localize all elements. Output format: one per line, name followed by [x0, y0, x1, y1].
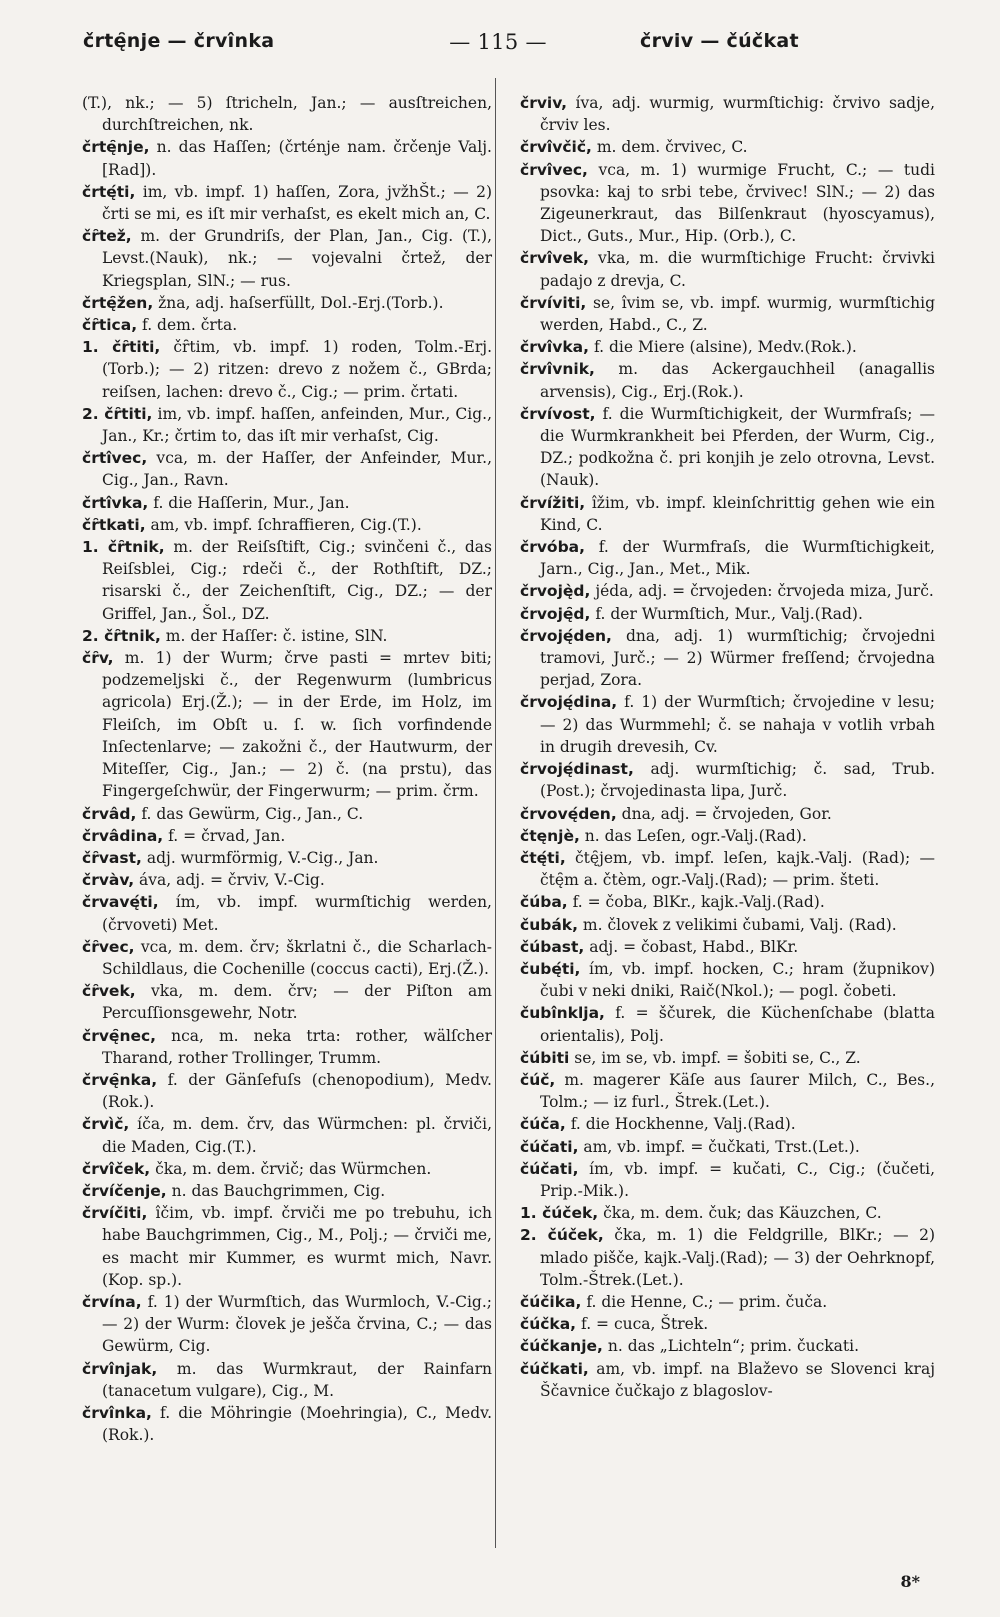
definition-text: m. 1) der Wurm; črve pasti = mrtev biti; podzemeljski č., der Regenwurm (lumbricus agricola) Erj.(Ž.); — in der Erde, im Holz, im Fleiſch, im Obſt u. ſ. w. ſich vorfindende Inſectenlarve; — zakožni č., der Hautwurm, der Miteſſer, Cig., Jan.; — 2) č. (na prstu), das Fingergeſchwür, der Fingerwurm; — prim. črm.: [102, 649, 492, 801]
headword: 2. čȓtiti,: [82, 404, 153, 423]
dictionary-entry: [82, 1202, 492, 1291]
running-head-right: črviv — čúčkat: [640, 30, 799, 52]
headword: čȓvast,: [82, 848, 142, 867]
headword: črvíčenje,: [82, 1181, 167, 1200]
dictionary-entry: [520, 603, 935, 625]
definition-text: îžim, vb. impf. kleinſchrittig gehen wie ein Kind, C.: [540, 493, 935, 534]
dictionary-entry: [82, 1158, 492, 1180]
headword: čúčka,: [520, 1315, 577, 1334]
running-head-left: črtę̑nje — črvînka: [83, 30, 275, 52]
definition-text: nca, m. neka trta: rother, wälſcher Tharand, rother Trollinger, Trumm.: [102, 1026, 492, 1067]
headword: črvàv,: [82, 871, 135, 890]
left-column: [82, 92, 492, 1446]
headword: 1. čȓtiti,: [82, 338, 161, 357]
dictionary-entry: [82, 225, 492, 292]
definition-text: n. das „Lichteln“; prim. čuckati.: [602, 1337, 860, 1356]
headword: čȓtkati,: [82, 515, 146, 534]
definition-text: vca, m. 1) wurmige Frucht, C.; — tudi psovka: kaj to srbi tebe, črvivec! SlN.; — 2) das Zigeunerkraut, das Bilſenkraut (hyoscyamus), Dict., Guts., Mur., Hip. (Orb.), C.: [540, 160, 935, 246]
dictionary-entry: [520, 1291, 935, 1313]
definition-text: ím, vb. impf. hocken, C.; hram (župnikov) čubi v neki dniki, Raič(Nkol.); — pogl. čobeti.: [540, 959, 935, 1001]
dictionary-entry: [520, 159, 935, 248]
dictionary-entry: [520, 936, 935, 958]
dictionary-entry: [520, 292, 935, 336]
dictionary-entry: [520, 1069, 935, 1113]
definition-text: f. die Hockhenne, Valj.(Rad).: [565, 1115, 796, 1134]
definition-text: m. dem. črvivec, C.: [591, 138, 748, 157]
headword: 1. čȓtnik,: [82, 538, 165, 557]
dictionary-entry: [520, 914, 935, 936]
dictionary-entry: [520, 1202, 935, 1224]
headword: črvívost,: [520, 404, 596, 423]
headword: črvę̑nec,: [82, 1026, 157, 1045]
dictionary-entry: [520, 358, 935, 402]
dictionary-entry: [82, 647, 492, 802]
definition-text: f. die Möhringie (Moehringia), C., Medv.(Rok.).: [102, 1403, 492, 1445]
headword: 2. čȓtnik,: [82, 626, 161, 645]
headword: črvînka,: [82, 1403, 152, 1422]
dictionary-entry: [82, 292, 492, 314]
dictionary-entry: [520, 1113, 935, 1135]
headword: črvîvčič,: [520, 138, 592, 157]
headword: čúča,: [520, 1115, 566, 1134]
dictionary-entry: [520, 825, 935, 847]
definition-text: n. das Haſſen; (črténje nam. črčenje Valj. [Rad]).: [102, 138, 492, 179]
definition-text: f. die Henne, C.; — prim. čuča.: [581, 1292, 828, 1311]
definition-text: adj. wurmſtichig; č. sad, Trub. (Post.); črvojedinasta lipa, Jurč.: [540, 760, 935, 801]
headword: čúčati,: [520, 1137, 579, 1156]
headword: črvavę́ti,: [82, 893, 159, 912]
headword: črvóba,: [520, 538, 586, 557]
definition-text: f. 1) der Wurmſtich, das Wurmloch, V.-Cig.; — 2) der Wurm: človek je ješča črvina, C.; — das Gewürm, Cig.: [102, 1292, 492, 1356]
headword: čtę́ti,: [520, 848, 566, 867]
definition-text: vka, m. dem. črv; — der Piſton am Percuſſionsgewehr, Notr.: [102, 982, 492, 1023]
definition-text: se, îvim se, vb. impf. wurmig, wurmſtichig werden, Habd., C., Z.: [540, 293, 935, 335]
dictionary-entry: [520, 1358, 935, 1402]
dictionary-entry: [82, 847, 492, 869]
definition-text: f. die Haſſerin, Mur., Jan.: [148, 493, 350, 512]
headword: črvoję̑d,: [520, 604, 591, 623]
dictionary-entry: [82, 1180, 492, 1202]
dictionary-entry: [520, 580, 935, 602]
dictionary-entry: [520, 247, 935, 291]
definition-text: dna, adj. = črvojeden, Gor.: [616, 804, 832, 823]
dictionary-entry: [82, 181, 492, 225]
headword: čúbast,: [520, 937, 585, 956]
definition-text: f. = cuca, Štrek.: [576, 1315, 709, 1334]
definition-text: čȓtim, vb. impf. 1) roden, Tolm.-Erj. (Torb.); — 2) ritzen: drevo z nožem č., GBrda; reiſsen, lachen: drevo č., Cig.; — prim. črtati.: [102, 338, 493, 401]
dictionary-entry: [520, 758, 935, 802]
definition-text: f. das Gewürm, Cig., Jan., C.: [136, 804, 364, 823]
definition-text: ím, vb. impf. wurmſtichig werden, (črvoveti) Met.: [102, 893, 492, 934]
dictionary-entry: [82, 536, 492, 625]
headword: črtę́ti,: [82, 182, 136, 201]
definition-text: čka, m. dem. črvič; das Würmchen.: [150, 1159, 432, 1178]
definition-text: f. = čoba, BlKr., kajk.-Valj.(Rad).: [567, 893, 825, 912]
dictionary-entry: [82, 625, 492, 647]
headword: čȓtica,: [82, 316, 138, 335]
definition-text: m. der Reiſsſtift, Cig.; svinčeni č., das Reiſsblei, Cig.; rdeči č., der Rothſtift, DZ.; risarski č., der Zeichenſtift, Cig., DZ.; — der Griffel, Jan., Šol., DZ.: [102, 538, 492, 623]
dictionary-entry: [82, 403, 492, 447]
headword: črvîvek,: [520, 249, 590, 268]
definition-text: íča, m. dem. črv, das Würmchen: pl. črviči, die Maden, Cig.(T.).: [102, 1115, 492, 1156]
dictionary-entry: [520, 536, 935, 580]
dictionary-entry: [82, 514, 492, 536]
dictionary-entry: [520, 336, 935, 358]
headword: čubák,: [520, 915, 578, 934]
dictionary-entry: [520, 1224, 935, 1291]
dictionary-entry: [520, 1047, 935, 1069]
dictionary-entry: [520, 1002, 935, 1046]
dictionary-entry: [82, 803, 492, 825]
definition-text: žna, adj. haſserfüllt, Dol.-Erj.(Torb.).: [153, 293, 444, 312]
headword: črvìč,: [82, 1115, 130, 1134]
headword: čúčkanje,: [520, 1337, 603, 1356]
dictionary-entry: [82, 1358, 492, 1402]
definition-text: ím, vb. impf. = kučati, C., Cig.; (čučeti, Prip.-Mik.).: [540, 1159, 935, 1200]
headword: črvîvnik,: [520, 360, 595, 379]
definition-text: m. der Haſſer: č. istine, SlN.: [160, 626, 388, 645]
dictionary-entry: [82, 891, 492, 935]
dictionary-entry: [82, 1113, 492, 1157]
headword: čúčika,: [520, 1292, 582, 1311]
dictionary-entry: [520, 92, 935, 136]
dictionary-entry: [520, 1313, 935, 1335]
headword: črvîvec,: [520, 160, 588, 179]
definition-text: m. magerer Käſe aus ſaurer Milch, C., Bes., Tolm.; — iz furl., Štrek.(Let.).: [540, 1070, 935, 1112]
headword: črtę̑žen,: [82, 293, 154, 312]
dictionary-entry: [520, 625, 935, 692]
definition-text: f. der Wurmſtich, Mur., Valj.(Rad).: [590, 604, 863, 623]
definition-text: vca, m. der Haſſer, der Anfeinder, Mur., Cig., Jan., Ravn.: [102, 449, 492, 490]
dictionary-entry: [520, 1158, 935, 1202]
headword: čȓvek,: [82, 982, 136, 1001]
headword: črvoję́dina,: [520, 693, 618, 712]
definition-text: f. = ščurek, die Küchenſchabe (blatta orientalis), Polj.: [540, 1004, 935, 1045]
definition-text: m. človek z velikimi čubami, Valj. (Rad).: [577, 915, 897, 934]
definition-text: vka, m. die wurmſtichige Frucht: črvivki padajo z drevja, C.: [540, 249, 935, 290]
dictionary-entry: [82, 825, 492, 847]
headword: čtęnjè,: [520, 826, 580, 845]
dictionary-entry: [82, 1025, 492, 1069]
dictionary-entry: [82, 980, 492, 1024]
headword: črviv,: [520, 94, 567, 112]
headword: črvíviti,: [520, 293, 587, 312]
dictionary-entry: [82, 92, 492, 136]
dictionary-entry: [520, 403, 935, 492]
definition-text: n. das Bauchgrimmen, Cig.: [166, 1181, 386, 1200]
definition-text: se, im se, vb. impf. = šobiti se, C., Z.: [569, 1048, 861, 1067]
dictionary-entry: [82, 869, 492, 891]
definition-text: íva, adj. wurmig, wurmſtichig: črvivo sadje, črviv les.: [540, 94, 935, 135]
dictionary-entry: [82, 492, 492, 514]
headword: čúčati,: [520, 1159, 579, 1178]
dictionary-entry: [520, 847, 935, 891]
dictionary-entry: [520, 136, 935, 158]
definition-text: adj. = čobast, Habd., BlKr.: [584, 937, 799, 956]
headword: črvína,: [82, 1292, 142, 1311]
definition-text: m. das Ackergauchheil (anagallis arvensis), Cig., Erj.(Rok.).: [540, 360, 935, 401]
definition-text: dna, adj. 1) wurmſtichig; črvojedni tramovi, Jurč.; — 2) Würmer freſſend; črvojedna perjad, Zora.: [540, 626, 935, 690]
dictionary-entry: [520, 691, 935, 758]
dictionary-entry: [520, 891, 935, 913]
headword: črvíčiti,: [82, 1204, 148, 1223]
definition-text: f. dem. črta.: [137, 316, 238, 335]
definition-text: f. = črvad, Jan.: [163, 826, 286, 845]
definition-text: îčim, vb. impf. črviči me po trebuhu, ich habe Bauchgrimmen, Cig., M., Polj.; — črviči me, es macht mir Kummer, es wurmt mich, Navr.(Kop. sp.).: [102, 1204, 492, 1289]
dictionary-entry: [82, 1402, 492, 1446]
right-column: [520, 92, 935, 1402]
definition-text: adj. wurmförmig, V.-Cig., Jan.: [141, 848, 379, 867]
definition-text: áva, adj. = črviv, V.-Cig.: [134, 871, 325, 890]
definition-text: m. der Grundriſs, der Plan, Jan., Cig. (T.), Levst.(Nauk), nk.; — vojevalni črtež, der Kriegsplan, SlN.; — rus.: [102, 227, 492, 290]
headword: čúč,: [520, 1070, 556, 1089]
headword: čubę́ti,: [520, 959, 581, 978]
dictionary-entry: [82, 447, 492, 491]
dictionary-entry: [82, 1291, 492, 1358]
definition-text: im, vb. impf. 1) haſſen, Zora, jvžhŠt.; — 2) črti se mi, es iſt mir verhaſst, es ekelt mich an, C.: [102, 182, 492, 224]
dictionary-entry: [520, 803, 935, 825]
definition-text: f. der Wurmfraſs, die Wurmſtichigkeit, Jarn., Cig., Jan., Met., Mik.: [540, 538, 935, 579]
column-divider: [495, 78, 496, 1548]
headword: črvâdina,: [82, 826, 164, 845]
dictionary-entry: [82, 936, 492, 980]
dictionary-entry: [520, 1136, 935, 1158]
definition-text: f. 1) der Wurmſtich; črvojedine v lesu; — 2) das Wurmmehl; č. se nahaja v votlih vrbah in drugih drevesih, Cv.: [540, 693, 935, 756]
dictionary-entry: [82, 136, 492, 180]
definition-text: n. das Leſen, ogr.-Valj.(Rad).: [579, 826, 807, 845]
headword: črvîvka,: [520, 338, 590, 357]
definition-text: am, vb. impf. na Blaževo se Slovenci kraj Ščavnice čučkajo z blagoslov-: [540, 1359, 935, 1400]
headword: črtîvka,: [82, 493, 149, 512]
headword: črvoję́dinast,: [520, 760, 634, 779]
definition-text: čka, m. dem. čuk; das Käuzchen, C.: [598, 1204, 882, 1223]
headword: čúčkati,: [520, 1359, 589, 1378]
dictionary-entry: [82, 1069, 492, 1113]
page-number: — 115 —: [449, 30, 547, 54]
definition-text: (T.), nk.; — 5) ſtricheln, Jan.; — ausſtreichen, durchſtreichen, nk.: [82, 94, 492, 135]
definition-text: f. der Gänſefuſs (chenopodium), Medv.(Rok.).: [102, 1070, 492, 1112]
headword: črtę̑nje,: [82, 138, 150, 157]
definition-text: f. die Wurmſtichigkeit, der Wurmfraſs; — die Wurmkrankheit bei Pferden, der Wurm, Cig., DZ.; podkožna č. pri konjih je zelo otrovna, Levst.(Nauk).: [540, 404, 935, 490]
dictionary-entry: [82, 314, 492, 336]
headword: črvę̑nka,: [82, 1070, 158, 1089]
headword: črvížiti,: [520, 493, 586, 512]
headword: čúbiti: [520, 1048, 570, 1067]
definition-text: vca, m. dem. črv; škrlatni č., die Scharlach-Schildlaus, die Cochenille (coccus cacti), Erj.(Ž.).: [102, 937, 492, 978]
headword: črvoję̀d,: [520, 582, 591, 601]
definition-text: am, vb. impf. ſchraffieren, Cig.(T.).: [145, 515, 422, 534]
dictionary-entry: [520, 492, 935, 536]
headword: črvâd,: [82, 804, 137, 823]
headword: čȓvec,: [82, 937, 135, 956]
headword: črvoję́den,: [520, 626, 612, 645]
definition-text: čka, m. 1) die Feldgrille, BlKr.; — 2) mlado pišče, kajk.-Valj.(Rad); — 3) der Oehrknopf, Tolm.-Štrek.(Let.).: [540, 1226, 935, 1289]
signature-mark: 8*: [900, 1572, 920, 1591]
dictionary-entry: [520, 958, 935, 1002]
headword: 1. čúček,: [520, 1204, 599, 1223]
definition-text: am, vb. impf. = čučkati, Trst.(Let.).: [578, 1137, 860, 1156]
headword: črvînjak,: [82, 1359, 158, 1378]
headword: črtîvec,: [82, 449, 148, 468]
headword: 2. čúček,: [520, 1226, 604, 1245]
definition-text: jéda, adj. = črvojeden: črvojeda miza, Jurč.: [590, 582, 934, 601]
headword: čȓtež,: [82, 227, 132, 246]
definition-text: čtę̑jem, vb. impf. leſen, kajk.-Valj. (Rad); — čtę̑m a. čtèm, ogr.-Valj.(Rad); — prim. šteti.: [540, 848, 935, 890]
definition-text: f. die Miere (alsine), Medv.(Rok.).: [589, 338, 857, 357]
dictionary-entry: [82, 336, 492, 403]
headword: črvovę́den,: [520, 804, 617, 823]
dictionary-entry: [520, 1335, 935, 1357]
definition-text: m. das Wurmkraut, der Rainfarn (tanacetum vulgare), Cig., M.: [102, 1359, 492, 1400]
headword: čúba,: [520, 893, 568, 912]
headword: čubînklja,: [520, 1004, 605, 1023]
definition-text: im, vb. impf. haſſen, anfeinden, Mur., Cig., Jan., Kr.; črtim to, das iſt mir verhaſst, Cig.: [102, 404, 493, 446]
headword: črvîček,: [82, 1159, 151, 1178]
headword: čȓv,: [82, 649, 114, 668]
